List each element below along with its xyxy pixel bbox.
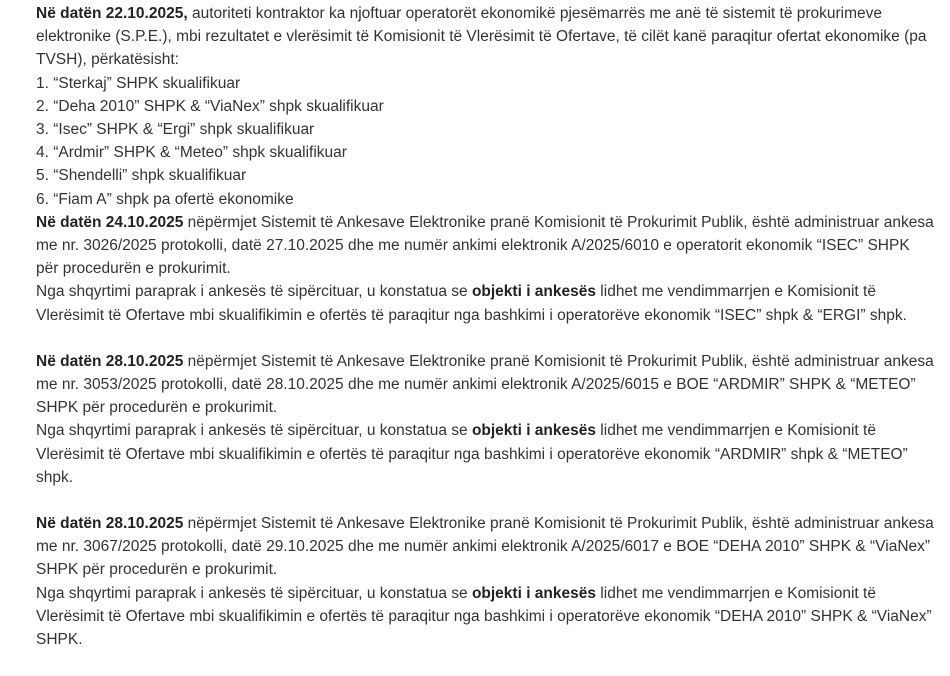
complaint-paragraph (36, 512, 936, 582)
finding-post: lidhet me vendimmarrjen e Komisionit të Vlerësimit të Ofertave mbi skualifikimin e ofertës të paraqitur nga bashkimi i operatorëve ekonomik “DEHA 2010” SHPK & “ViaNex” SHPK. (36, 584, 932, 649)
complaint-date: Në datën 28.10.2025 (36, 352, 184, 370)
finding-pre: Nga shqyrtimi paraprak i ankesës të sipërcituar, u konstatua se (36, 422, 472, 440)
paragraph-spacer (36, 489, 936, 512)
finding-post: lidhet me vendimmarrjen e Komisionit të Vlerësimit të Ofertave mbi skualifikimin e ofertës të paraqitur nga bashkimi i operatorëve ekonomik “ISEC” shpk & “ERGI” shpk. (36, 283, 907, 324)
finding-pre: Nga shqyrtimi paraprak i ankesës të sipërcituar, u konstatua se (36, 584, 472, 602)
list-item: 5. “Shendelli” shpk skualifikuar (36, 167, 247, 185)
complaint-date: Në datën 24.10.2025 (36, 213, 184, 231)
list-item: 3. “Isec” SHPK & “Ergi” shpk skualifikuar (36, 121, 315, 139)
complaint-paragraph (36, 350, 936, 420)
finding-bold: objekti i ankesës (471, 283, 596, 301)
finding-paragraph (36, 280, 936, 326)
finding-bold: objekti i ankesës (471, 422, 596, 440)
list-item: 6. “Fiam A” shpk pa ofertë ekonomike (36, 190, 294, 208)
complaint-text: nëpërmjet Sistemit të Ankesave Elektronike pranë Komisionit të Prokurimit Publik, është administruar ankesa me nr. 3026/2025 protokolli, datë 27.10.2025 dhe me numër ankimi elektronik A/2025/6010 e operatorit ekonomik “ISEC” SHPK për procedurën e prokurimit. (36, 213, 934, 278)
finding-pre: Nga shqyrtimi paraprak i ankesës të sipërcituar, u konstatua se (36, 283, 472, 301)
paragraph-spacer (36, 327, 936, 350)
intro-paragraph (36, 2, 936, 72)
complaint-paragraph (36, 211, 936, 281)
complaint-text: nëpërmjet Sistemit të Ankesave Elektronike pranë Komisionit të Prokurimit Publik, është administruar ankesa me nr. 3067/2025 protokolli, datë 29.10.2025 dhe me numër ankimi elektronik A/2025/6017 e BOE “DEHA 2010” SHPK & “ViaNex” SHPK për procedurën e prokurimit. (36, 515, 934, 579)
list-item: 4. “Ardmir” SHPK & “Meteo” shpk skualifikuar (36, 144, 347, 162)
finding-paragraph (36, 419, 936, 489)
intro-text: autoriteti kontraktor ka njoftuar operatorët ekonomikë pjesëmarrës me anë të sistemit të prokurimeve elektronike (S.P.E.), mbi rezultatet e vlerësimit të Komisionit të Vlerësimit të Ofertave, të cilët kanë paraqitur ofertat ekonomike (pa TVSH), përkatësisht: (36, 5, 927, 69)
list-item: 1. “Sterkaj” SHPK skualifikuar (36, 74, 241, 92)
finding-paragraph (36, 582, 936, 652)
finding-bold: objekti i ankesës (471, 584, 596, 602)
list-item: 2. “Deha 2010” SHPK & “ViaNex” shpk skualifikuar (36, 97, 384, 115)
complaint-date: Në datën 28.10.2025 (36, 515, 184, 533)
complaint-text: nëpërmjet Sistemit të Ankesave Elektronike pranë Komisionit të Prokurimit Publik, është administruar ankesa me nr. 3053/2025 protokolli, datë 28.10.2025 dhe me numër ankimi elektronik A/2025/6015 e BOE “ARDMIR” SHPK & “METEO” SHPK për procedurën e prokurimit. (36, 352, 934, 417)
intro-date: Në datën 22.10.2025, (36, 5, 188, 22)
finding-post: lidhet me vendimmarrjen e Komisionit të Vlerësimit të Ofertave mbi skualifikimin e ofertës të paraqitur nga bashkimi i operatorëve ekonomik “ARDMIR” shpk & “METEO” shpk. (36, 422, 908, 486)
